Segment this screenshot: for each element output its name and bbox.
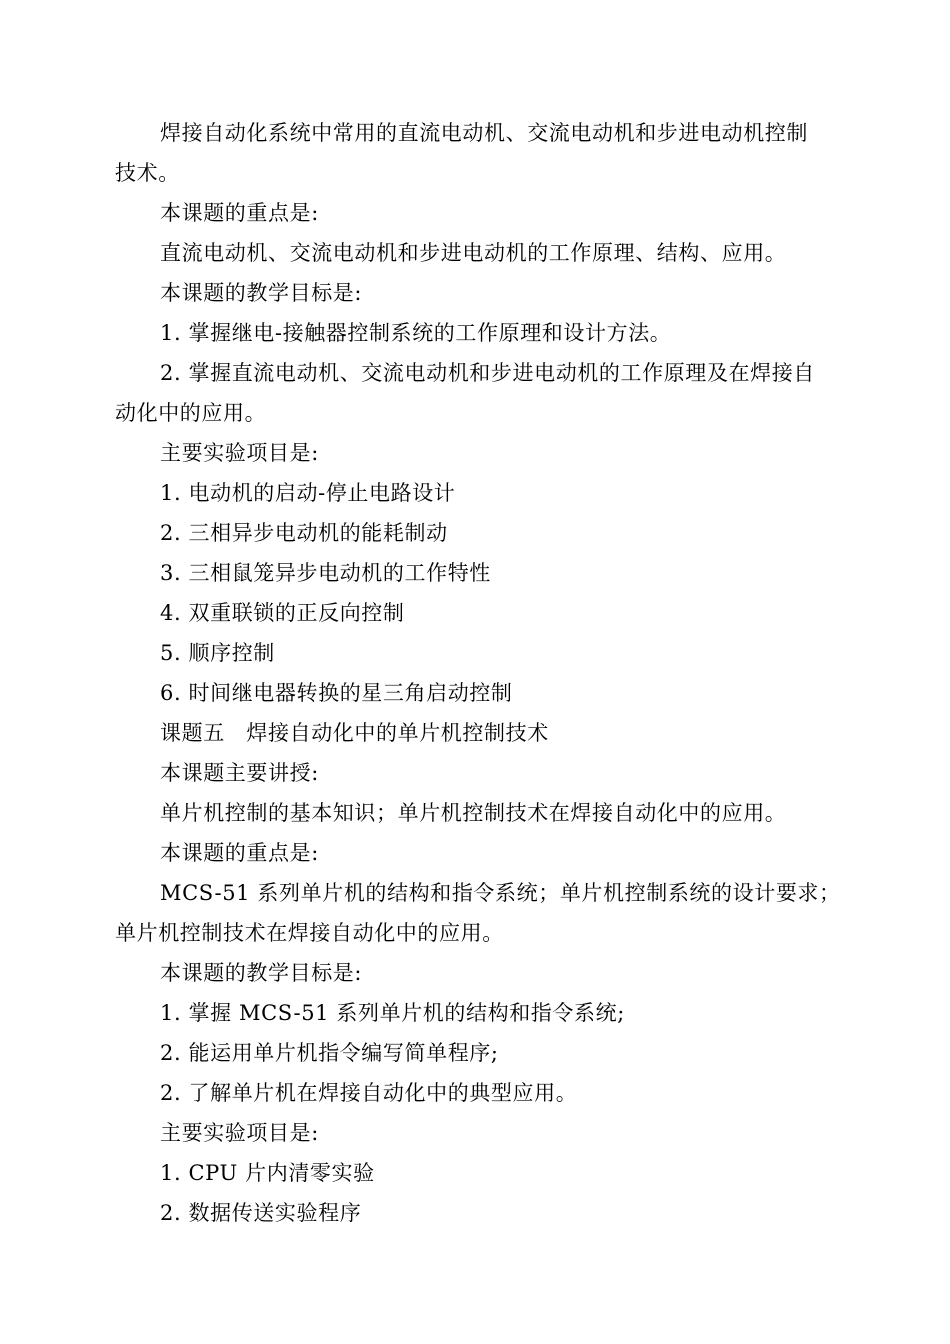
list-item: 3. 三相鼠笼异步电动机的工作特性	[160, 561, 491, 585]
list-item: 2. 三相异步电动机的能耗制动	[160, 521, 448, 545]
paragraph-line: 焊接自动化系统中常用的直流电动机、交流电动机和步进电动机控制	[160, 121, 808, 145]
section-heading: 课题五 焊接自动化中的单片机控制技术	[160, 721, 549, 745]
list-item: 1. CPU 片内清零实验	[160, 1161, 375, 1185]
section-label: 主要实验项目是:	[160, 1121, 319, 1145]
list-item: 2. 了解单片机在焊接自动化中的典型应用。	[160, 1081, 578, 1105]
list-item: 1. 电动机的启动-停止电路设计	[160, 481, 456, 505]
section-label: 本课题的重点是:	[160, 841, 319, 865]
paragraph-line: 单片机控制技术在焊接自动化中的应用。	[115, 921, 504, 945]
section-label: 本课题主要讲授:	[160, 761, 319, 785]
list-item: 2. 掌握直流电动机、交流电动机和步进电动机的工作原理及在焊接自	[160, 361, 815, 385]
section-label: 主要实验项目是:	[160, 441, 319, 465]
list-item-continuation: 动化中的应用。	[115, 401, 267, 425]
list-item: 4. 双重联锁的正反向控制	[160, 601, 405, 625]
list-item: 6. 时间继电器转换的星三角启动控制	[160, 681, 513, 705]
list-item: 1. 掌握 MCS-51 系列单片机的结构和指令系统;	[160, 1001, 625, 1025]
list-item: 2. 数据传送实验程序	[160, 1201, 362, 1225]
paragraph-line: 单片机控制的基本知识；单片机控制技术在焊接自动化中的应用。	[160, 801, 787, 825]
list-item: 2. 能运用单片机指令编写简单程序;	[160, 1041, 499, 1065]
paragraph-line: 直流电动机、交流电动机和步进电动机的工作原理、结构、应用。	[160, 241, 787, 265]
section-label: 本课题的教学目标是:	[160, 281, 363, 305]
list-item: 5. 顺序控制	[160, 641, 275, 665]
section-label: 本课题的重点是:	[160, 201, 319, 225]
paragraph-line: MCS-51 系列单片机的结构和指令系统；单片机控制系统的设计要求；	[160, 881, 841, 905]
section-label: 本课题的教学目标是:	[160, 961, 363, 985]
list-item: 1. 掌握继电-接触器控制系统的工作原理和设计方法。	[160, 321, 672, 345]
paragraph-line: 技术。	[115, 161, 180, 185]
